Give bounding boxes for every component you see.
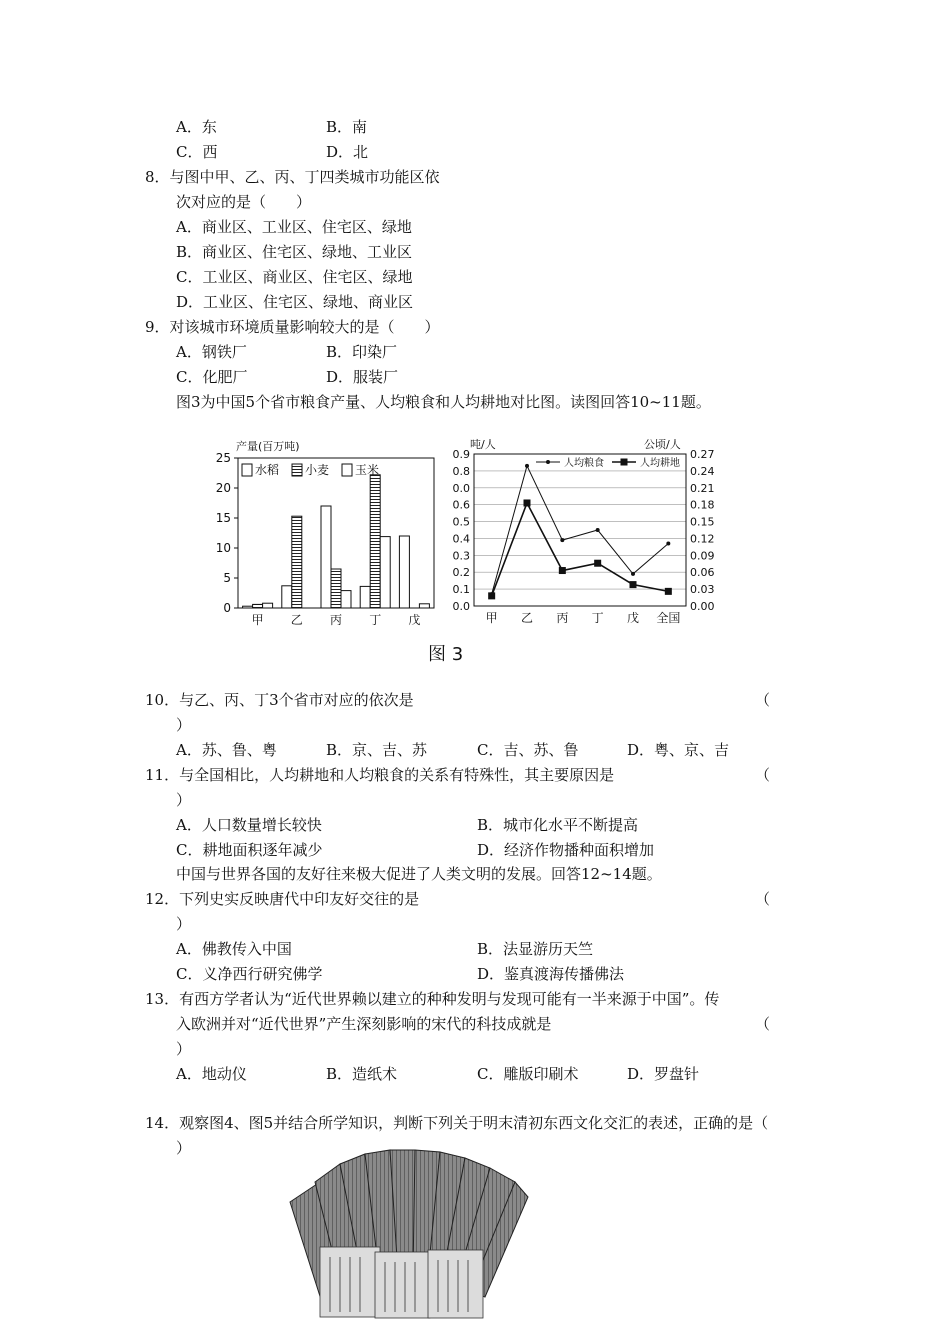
q10-option-a: A．苏、鲁、粤: [176, 741, 277, 759]
line-x-label-5: 全国: [656, 611, 681, 625]
point-人均粮食-丙: [560, 538, 564, 542]
legend-swatch-1: [292, 464, 302, 476]
line-y-left-tick-0: 0.0: [452, 600, 470, 613]
q13-paren-close: ）: [176, 1040, 192, 1058]
line-y-right-tick-7: 0.21: [690, 481, 715, 495]
q7-option-a: A．东: [176, 118, 217, 136]
q10-stem: 10．与乙、丙、丁3个省市对应的依次是: [145, 691, 414, 709]
line-y-right-tick-8: 0.24: [690, 464, 715, 478]
point-人均粮食-乙: [525, 464, 529, 468]
line-series-人均耕地: [492, 503, 669, 596]
q11-stem: 11．与全国相比，人均耕地和人均粮食的关系有特殊性，其主要原因是: [145, 766, 615, 784]
point-人均耕地-甲: [488, 592, 495, 599]
q9-option-d: D．服装厂: [326, 368, 399, 386]
q7-option-b: B．南: [326, 118, 368, 136]
bar-chart-ylabel: 产量(百万吨): [236, 440, 300, 453]
line-y-right-tick-9: 0.27: [690, 448, 715, 461]
legend-label-2: 玉米: [355, 463, 380, 477]
line-y-right-tick-2: 0.06: [690, 566, 715, 580]
line-x-label-2: 丙: [556, 611, 569, 625]
q10-option-d: D．粤、京、吉: [627, 741, 730, 759]
line-y-left-tick-4: 0.4: [452, 532, 470, 546]
point-人均耕地-全国: [665, 588, 672, 595]
line-y-right-tick-1: 0.03: [690, 583, 715, 597]
bar-y-tick-label-5: 25: [215, 451, 231, 465]
q13-option-d: D．罗盘针: [627, 1065, 700, 1083]
line-y-right-tick-3: 0.09: [690, 549, 715, 563]
bar-玉米-戊: [419, 604, 429, 608]
legend-label-0: 水稻: [255, 463, 280, 477]
q7-option-c: C．西: [176, 143, 218, 161]
q11-paren-close: ）: [176, 791, 192, 809]
bar-x-label-2: 丙: [329, 613, 343, 627]
bar-水稻-丁: [360, 586, 370, 608]
q14-stem: 14．观察图4、图5并结合所学知识，判断下列关于明末清初东西文化交汇的表述，正确的是（: [145, 1114, 769, 1132]
legend-marker-1: [621, 459, 628, 466]
bar-y-tick-label-3: 15: [215, 511, 231, 525]
q13-paren-open: （: [755, 1015, 771, 1033]
q8-option-c: C．工业区、商业区、住宅区、绿地: [176, 268, 413, 286]
q12-option-a: A．佛教传入中国: [176, 940, 292, 958]
fig3-intro: 图3为中国5个省市粮食产量、人均粮食和人均耕地对比图。读图回答10~11题。: [176, 393, 711, 411]
q11-option-a: A．人口数量增长较快: [176, 816, 322, 834]
line-x-label-4: 戊: [626, 611, 640, 625]
line-y-left-tick-8: 0.8: [452, 464, 470, 478]
bar-水稻-甲: [243, 606, 253, 608]
legend-swatch-0: [242, 464, 252, 476]
bar-x-label-0: 甲: [251, 613, 264, 627]
per-capita-line-chart: [436, 432, 736, 632]
fig3-caption: 图 3: [428, 644, 464, 665]
point-人均耕地-乙: [524, 499, 531, 506]
q8-option-b: B．商业区、住宅区、绿地、工业区: [176, 243, 413, 261]
line-chart-frame: [474, 454, 686, 606]
q8-option-a: A．商业区、工业区、住宅区、绿地: [176, 218, 412, 236]
line-y-right-tick-5: 0.15: [690, 515, 715, 529]
q11-option-c: C．耕地面积逐年减少: [176, 841, 323, 859]
q13-stem: 13．有西方学者认为“近代世界赖以建立的种种发明与发现可能有一半来源于中国”。传: [145, 990, 720, 1008]
point-人均粮食-戊: [631, 572, 635, 576]
line-series-人均粮食: [492, 466, 669, 594]
line-y-right-tick-0: 0.00: [690, 600, 715, 613]
legend-marker-0: [546, 460, 550, 464]
line-y-right-tick-4: 0.12: [690, 532, 715, 546]
bar-水稻-丙: [321, 506, 331, 608]
q10-paren-close: ）: [176, 716, 192, 734]
q13-option-c: C．雕版印刷术: [477, 1065, 579, 1083]
q8-stem: 8．与图中甲、乙、丙、丁四类城市功能区依: [145, 168, 440, 186]
line-y-left-tick-2: 0.2: [452, 566, 470, 580]
q9-option-b: B．印染厂: [326, 343, 398, 361]
bar-小麦-丁: [370, 475, 380, 608]
q12-intro: 中国与世界各国的友好往来极大促进了人类文明的发展。回答12~14题。: [176, 865, 662, 883]
bar-y-tick-label-1: 5: [223, 571, 231, 585]
legend-text-0: 人均粮食: [564, 458, 604, 469]
bar-x-label-1: 乙: [290, 613, 303, 627]
bar-x-label-3: 丁: [369, 613, 382, 627]
q10-option-c: C．吉、苏、鲁: [477, 741, 579, 759]
bar-玉米-丁: [380, 537, 390, 608]
line-x-label-3: 丁: [591, 611, 604, 625]
q13-stem-cont: 入欧洲并对“近代世界”产生深刻影响的宋代的科技成就是: [176, 1015, 552, 1033]
bar-y-tick-label-2: 10: [215, 541, 231, 555]
line-x-label-0: 甲: [485, 611, 498, 625]
q9-option-c: C．化肥厂: [176, 368, 248, 386]
line-y-left-tick-5: 0.5: [452, 515, 470, 529]
q12-stem: 12．下列史实反映唐代中印友好交往的是: [145, 890, 420, 908]
line-y-left-tick-6: 0.6: [452, 498, 470, 512]
bar-y-tick-label-0: 0: [223, 601, 231, 615]
line-x-label-1: 乙: [520, 611, 534, 625]
point-人均耕地-丁: [594, 560, 601, 567]
ancient-books-image: [280, 1142, 530, 1324]
point-人均耕地-戊: [630, 581, 637, 588]
q11-paren-open: （: [755, 766, 771, 784]
line-y-left-tick-3: 0.3: [452, 549, 470, 563]
bar-水稻-戊: [399, 536, 409, 608]
bar-x-label-4: 戊: [408, 613, 421, 627]
line-y-left-tick-1: 0.1: [452, 583, 470, 597]
bar-y-tick-label-4: 20: [215, 481, 231, 495]
q9-stem: 9．对该城市环境质量影响较大的是（ ）: [145, 318, 440, 336]
q12-option-d: D．鉴真渡海传播佛法: [477, 965, 625, 983]
grain-output-bar-chart: [198, 432, 444, 632]
legend-label-1: 小麦: [305, 463, 330, 477]
line-y-right-tick-6: 0.18: [690, 498, 715, 512]
q10-option-b: B．京、吉、苏: [326, 741, 428, 759]
q14-paren-close: ）: [176, 1139, 192, 1157]
q11-option-b: B．城市化水平不断提高: [477, 816, 639, 834]
q12-paren-close: ）: [176, 915, 192, 933]
q12-paren-open: （: [755, 890, 771, 908]
line-chart-ylabel-right: 公顷/人: [644, 438, 681, 451]
point-人均粮食-丁: [596, 528, 600, 532]
line-y-left-tick-7: 0.0: [452, 481, 470, 495]
q7-option-d: D．北: [326, 143, 369, 161]
q13-option-a: A．地动仪: [176, 1065, 247, 1083]
q12-option-b: B．法显游历天竺: [477, 940, 594, 958]
q10-paren-open: （: [755, 691, 771, 709]
q9-option-a: A．钢铁厂: [176, 343, 247, 361]
bar-小麦-丙: [331, 569, 341, 608]
bar-小麦-甲: [253, 604, 263, 608]
q8-option-d: D．工业区、住宅区、绿地、商业区: [176, 293, 414, 311]
q8-stem-cont: 次对应的是（ ）: [176, 193, 312, 211]
q13-option-b: B．造纸术: [326, 1065, 398, 1083]
point-人均粮食-全国: [666, 542, 670, 546]
legend-text-1: 人均耕地: [640, 458, 680, 469]
q12-option-c: C．义净西行研究佛学: [176, 965, 323, 983]
line-y-left-tick-9: 0.9: [452, 448, 470, 461]
q11-option-d: D．经济作物播种面积增加: [477, 841, 655, 859]
bar-玉米-丙: [341, 591, 351, 608]
bar-玉米-甲: [263, 603, 273, 608]
bar-小麦-乙: [292, 516, 302, 608]
legend-swatch-2: [342, 464, 352, 476]
bar-水稻-乙: [282, 586, 292, 608]
line-chart-ylabel-left: 吨/人: [470, 438, 496, 451]
point-人均耕地-丙: [559, 567, 566, 574]
